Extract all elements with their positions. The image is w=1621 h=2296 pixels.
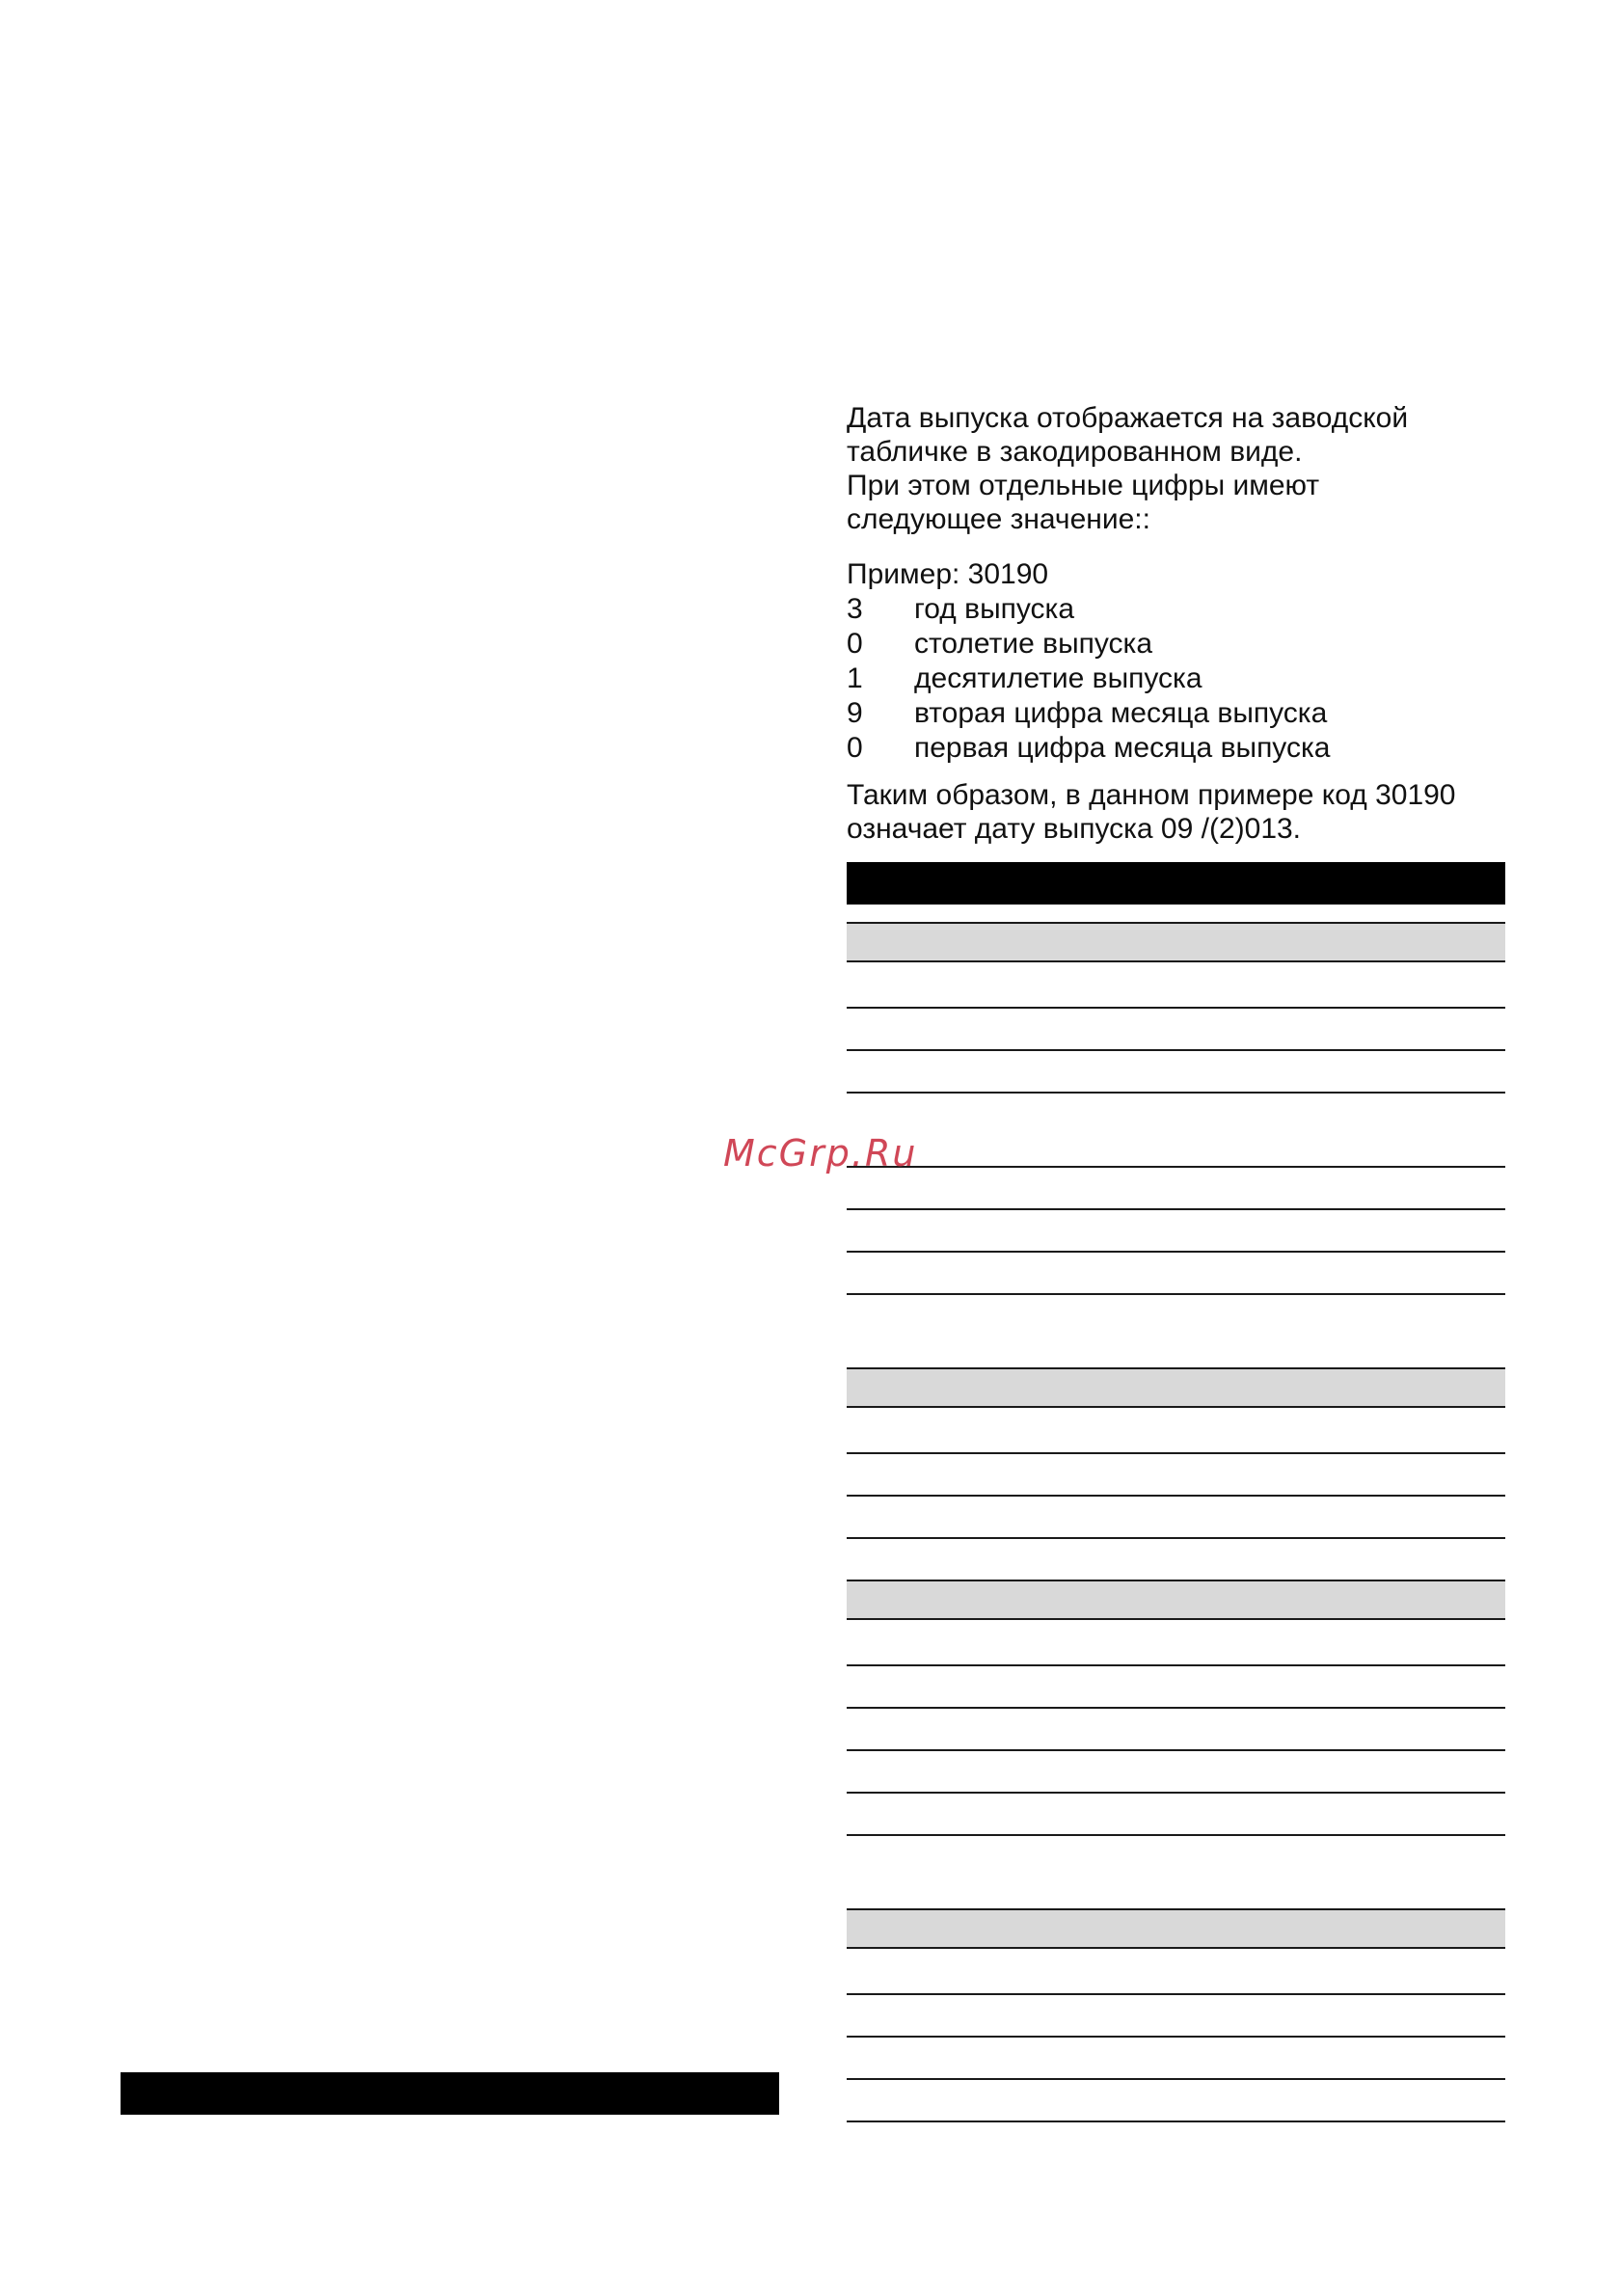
table-row-divider xyxy=(847,2120,1505,2122)
table-row-divider xyxy=(847,1664,1505,1666)
intro-line: табличке в закодированном виде. xyxy=(847,436,1303,468)
table-row-divider xyxy=(847,1049,1505,1051)
table-row-divider xyxy=(847,1707,1505,1709)
table-row-divider xyxy=(847,1834,1505,1836)
watermark: McGrp.Ru xyxy=(723,1132,918,1175)
code-description: вторая цифра месяца выпуска xyxy=(914,697,1328,729)
intro-line: При этом отдельные цифры имеют xyxy=(847,470,1320,501)
intro-line: следующее значение:: xyxy=(847,503,1150,535)
table-row-divider xyxy=(847,1007,1505,1009)
code-description: год выпуска xyxy=(914,593,1075,625)
table-header-bar xyxy=(847,862,1505,905)
table-row-divider xyxy=(847,1495,1505,1497)
table-row-divider xyxy=(847,1749,1505,1751)
intro-paragraph xyxy=(847,401,1522,536)
code-description: первая цифра месяца выпуска xyxy=(914,732,1331,764)
conclusion-line: означает дату выпуска 09 /(2)013. xyxy=(847,813,1302,845)
code-digit: 1 xyxy=(847,662,863,694)
code-description: столетие выпуска xyxy=(914,628,1153,660)
code-description: десятилетие выпуска xyxy=(914,662,1202,694)
table-row-divider xyxy=(847,1293,1505,1295)
table-row-divider xyxy=(847,1092,1505,1094)
table-row-divider xyxy=(847,1792,1505,1794)
table-section-header xyxy=(847,1367,1505,1408)
code-digit: 0 xyxy=(847,732,863,764)
intro-line: Дата выпуска отображается на заводской xyxy=(847,402,1409,434)
code-digit: 3 xyxy=(847,593,863,625)
table-section-header xyxy=(847,1580,1505,1620)
example-heading: Пример: 30190 xyxy=(847,558,1049,590)
table-row-divider xyxy=(847,1208,1505,1210)
conclusion-paragraph xyxy=(847,778,1522,846)
table-row-divider xyxy=(847,2078,1505,2080)
code-digit: 0 xyxy=(847,628,863,660)
table-section-header xyxy=(847,922,1505,962)
table-row-divider xyxy=(847,1993,1505,1995)
table-row-divider xyxy=(847,1537,1505,1539)
table-row-divider xyxy=(847,1166,1505,1168)
table-section-header xyxy=(847,1908,1505,1949)
table-row-divider xyxy=(847,2036,1505,2038)
conclusion-line: Таким образом, в данном примере код 30190 xyxy=(847,779,1456,811)
code-digit: 9 xyxy=(847,697,863,729)
table-row-divider xyxy=(847,1452,1505,1454)
table-row-divider xyxy=(847,1251,1505,1253)
left-header-bar xyxy=(121,2072,779,2115)
